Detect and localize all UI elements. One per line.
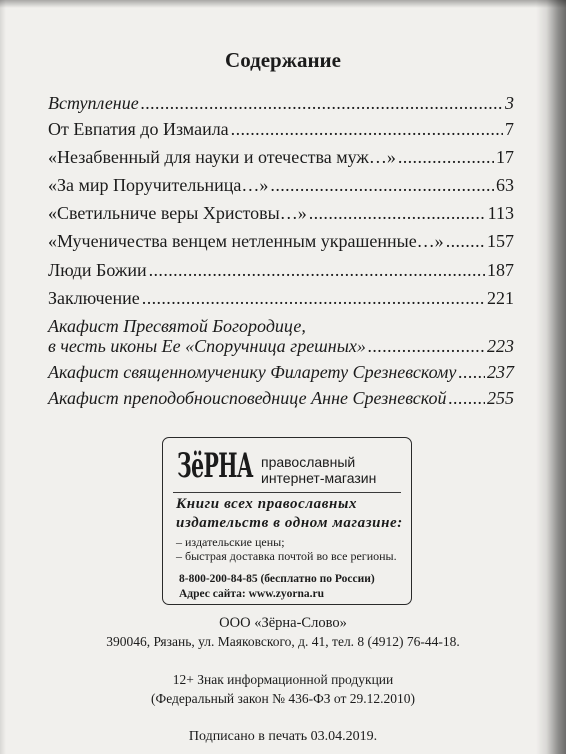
toc-page-number: 17 bbox=[496, 147, 514, 167]
toc-page-number: 223 bbox=[487, 336, 514, 356]
toc-entry bbox=[48, 118, 514, 140]
advert-slogan-line1: Книги всех православных bbox=[176, 496, 358, 512]
dot-leader bbox=[446, 230, 485, 252]
toc-entry-continuation bbox=[48, 335, 514, 357]
toc-entry bbox=[48, 287, 514, 309]
logo-tagline-line2: интернет-магазин bbox=[261, 470, 377, 486]
toc-entry-title: «Мученичества венцем нетленным украшенные…» bbox=[48, 231, 444, 251]
toc-entry bbox=[48, 259, 514, 281]
toc-page-number: 237 bbox=[487, 362, 514, 382]
toc-entry-title: Заключение bbox=[48, 288, 140, 308]
zyorna-logo: ЗёРНА bbox=[177, 446, 253, 486]
dot-leader bbox=[398, 146, 494, 168]
toc-page-number: 255 bbox=[487, 388, 514, 408]
advert-bullet: – быстрая доставка почтой во все регионы. bbox=[176, 549, 397, 563]
toc-entry-title: От Евпатия до Измаила bbox=[48, 119, 229, 139]
contents-heading: Содержание bbox=[225, 48, 341, 72]
signed-to-print: Подписано в печать 03.04.2019. bbox=[188, 729, 378, 744]
dot-leader bbox=[368, 335, 485, 357]
toc-entry-title: «Светильниче веры Христовы…» bbox=[48, 203, 307, 223]
toc-entry-title: Акафист священномученику Филарету Срезневскому bbox=[48, 362, 457, 382]
toc-entry bbox=[48, 230, 514, 252]
law-reference: (Федеральный закон № 436-ФЗ от 29.12.2010) bbox=[151, 691, 415, 706]
toc-page-number: 3 bbox=[505, 93, 514, 113]
page-gutter-shadow bbox=[536, 0, 566, 754]
dot-leader bbox=[141, 92, 503, 114]
toc-entry bbox=[48, 174, 514, 196]
toc-entry-title: «За мир Поручительница…» bbox=[48, 175, 269, 195]
toc-page-number: 221 bbox=[487, 288, 514, 308]
toc-entry bbox=[48, 315, 514, 337]
toc-entry-title-line2: в честь иконы Ее «Споручница грешных» bbox=[48, 336, 366, 356]
toc-entry bbox=[48, 387, 514, 409]
toc-entry bbox=[48, 361, 514, 383]
advert-bullet: – издательские цены; bbox=[176, 535, 285, 549]
dot-leader bbox=[309, 202, 486, 224]
dot-leader bbox=[142, 287, 485, 309]
toc-entry-title: Акафист Пресвятой Богородице, bbox=[48, 316, 306, 336]
toc-page-number: 113 bbox=[487, 203, 514, 223]
page-top-edge bbox=[0, 0, 566, 8]
dot-leader bbox=[231, 118, 503, 140]
dot-leader bbox=[149, 259, 485, 281]
advert-divider bbox=[173, 492, 401, 493]
age-rating: 12+ Знак информационной продукции bbox=[172, 672, 394, 687]
dot-leader bbox=[458, 361, 485, 383]
advert-slogan-line2: издательств в одном магазине: bbox=[176, 515, 403, 531]
toc-entry-title: Люди Божии bbox=[48, 260, 147, 280]
toc-entry-title: «Незабвенный для науки и отечества муж…» bbox=[48, 147, 396, 167]
dot-leader bbox=[449, 387, 486, 409]
store-advertisement-box bbox=[162, 437, 412, 605]
dot-leader bbox=[270, 174, 494, 196]
publisher-address: 390046, Рязань, ул. Маяковского, д. 41, тел. 8 (4912) 76-44-18. bbox=[106, 634, 460, 649]
toc-page-number: 7 bbox=[505, 119, 514, 139]
toc-page-number: 157 bbox=[487, 231, 514, 251]
toc-page-number: 63 bbox=[496, 175, 514, 195]
logo-tagline-line1: православный bbox=[261, 454, 356, 470]
toc-entry-title: Вступление bbox=[48, 93, 139, 113]
toc-entry-title: Акафист преподобноисповеднице Анне Срезневской bbox=[48, 388, 447, 408]
toc-entry bbox=[48, 202, 514, 224]
advert-website: Адрес сайта: www.zyorna.ru bbox=[179, 588, 324, 600]
toc-entry bbox=[48, 146, 514, 168]
toc-page-number: 187 bbox=[487, 260, 514, 280]
toc-entry bbox=[48, 92, 514, 114]
advert-phone: 8-800-200-84-85 (бесплатно по России) bbox=[179, 573, 375, 585]
publisher-name: ООО «Зёрна-Слово» bbox=[219, 615, 347, 631]
